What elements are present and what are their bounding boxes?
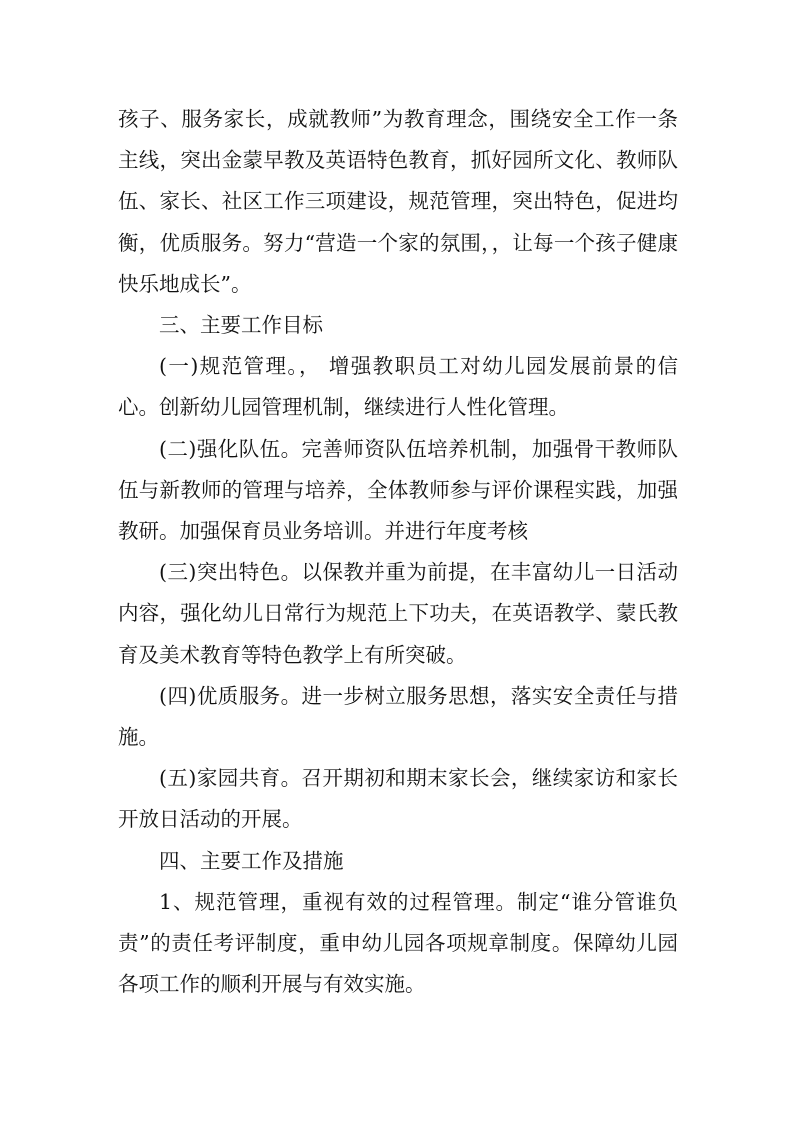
goal-5-paragraph: (五)家园共育。召开期初和期末家长会，继续家访和家长开放日活动的开展。	[118, 766, 678, 832]
measure-1-paragraph: 1、规范管理，重视有效的过程管理。制定“谁分管谁负责”的责任考评制度，重申幼儿园各项规章制度。保障幼儿园各项工作的顺利开展与有效实施。	[118, 889, 678, 997]
goal-2-paragraph: (二)强化队伍。完善师资队伍培养机制，加强骨干教师队伍与新教师的管理与培养，全体教师参与评价课程实践，加强教研。加强保育员业务培训。并进行年度考核	[118, 436, 678, 544]
goal-4-paragraph: (四)优质服务。进一步树立服务思想，落实安全责任与措施。	[118, 683, 678, 750]
section-heading-3: 三、主要工作目标	[159, 313, 323, 338]
paragraph-continuation: 孩子、服务家长，成就教师”为教育理念，围绕安全工作一条主线，突出金蒙早教及英语特色教育，抓好园所文化、教师队伍、家长、社区工作三项建设，规范管理，突出特色，促进均衡，优质服务。努力“营造一个家的氛围，，让每一个孩子健康快乐地成长”。	[118, 107, 678, 296]
section-heading-4: 四、主要工作及措施	[159, 848, 344, 873]
goal-3-paragraph: (三)突出特色。以保教并重为前提，在丰富幼儿一日活动内容，强化幼儿日常行为规范上下功夫，在英语教学、蒙氏教育及美术教育等特色教学上有所突破。	[118, 560, 678, 667]
document-body	[118, 99, 678, 1005]
goal-1-paragraph: (一)规范管理。， 增强教职员工对幼儿园发展前景的信心。创新幼儿园管理机制，继续进行人性化管理。	[118, 354, 678, 420]
